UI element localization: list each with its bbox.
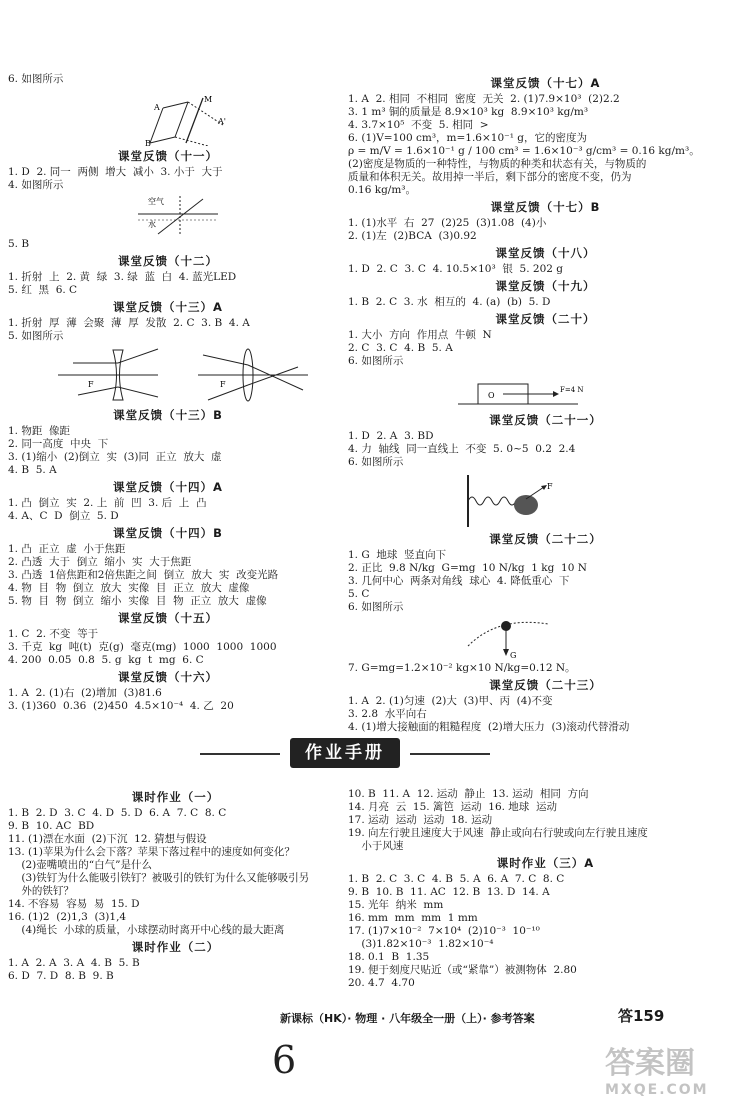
answer-line: (3)1.82×10⁻³ 1.82×10⁻⁴ [348,938,494,950]
divider [410,753,490,755]
svg-text:M: M [204,95,213,104]
answer-line: 9. B 10. B 11. AC 12. B 13. D 14. A [348,886,550,898]
answer-line: 4. (1)增大接触面的粗糙程度 (2)增大压力 (3)滚动代替滑动 [348,721,630,733]
answer-line: 1. B 2. C 3. 水 相互的 4. (a) (b) 5. D [348,296,551,308]
section-heading: 课堂反馈（十七）A [490,76,601,90]
page-number: 答159 [618,1007,665,1025]
answer-line: 0.16 kg/m³。 [348,184,417,196]
answer-line: 4. 物 目 物 倒立 放大 实像 目 正立 放大 虚像 [8,582,250,594]
section-heading: 课堂反馈（二十一） [489,413,602,427]
answer-line: 1. 折射 厚 薄 会聚 薄 厚 发散 2. C 3. B 4. A [8,317,250,329]
answer-line: 3. 1 m³ 铜的质量是 8.9×10³ kg 8.9×10³ kg/m³ [348,106,589,118]
answer-line: 1. (1)水平 右 27 (2)25 (3)1.08 (4)小 [348,217,547,229]
answer-line: 5. C [348,588,370,600]
answer-line: 2. 同一高度 中央 下 [8,438,109,450]
answer-line: 1. D 2. 同一 两侧 增大 减小 3. 小于 大于 [8,166,223,178]
refraction-figure [8,194,328,236]
answer-line: 1. A 2. (1)右 (2)增加 (3)81.6 [8,687,162,699]
answer-line: 1. C 2. 不变 等于 [8,628,99,640]
answer-line: 3. 千克 kg 吨(t) 克(g) 毫克(mg) 1000 1000 1000 [8,641,277,653]
answer-line: 18. 0.1 B 1.35 [348,951,430,963]
answer-line: 1. 物距 像距 [8,425,71,437]
answer-line: 7. G=mg=1.2×10⁻² kg×10 N/kg=0.12 N。 [348,662,576,674]
answer-line: 4. 200 0.05 0.8 5. g kg t mg 6. C [8,654,204,666]
homework-banner [200,738,490,770]
left-column [8,73,328,713]
section-heading: 课堂反馈（十八） [495,246,596,260]
answer-line: 5. 物 目 物 倒立 缩小 实像 目 物 正立 放大 虚像 [8,595,267,607]
answer-line: ρ = m/V = 1.6×10⁻¹ g / 100 cm³ = 1.6×10⁻³ g/cm³ = 0.16 kg/m³。 [348,145,700,157]
answer-line: 3. 凸透 1倍焦距和2倍焦距之间 倒立 放大 实 改变光路 [8,569,279,581]
answer-line: 3. 几何中心 两条对角线 球心 4. 降低重心 下 [348,575,570,587]
homework-left-column [8,787,343,983]
answer-line: 1. D 2. C 3. C 4. 10.5×10³ 银 5. 202 g [348,263,563,275]
handwritten-mark: 6 [272,1038,297,1082]
page-footer: 新课标（HK）· 物理 · 八年级全一册（上）· 参考答案 [280,1012,535,1025]
answer-line: (2)密度是物质的一种特性，与物质的种类和状态有关，与物质的 [348,158,647,170]
section-heading: 课堂反馈（十四）B [113,526,223,540]
answer-line: 20. 4.7 4.70 [348,977,415,989]
answer-line: 17. 运动 运动 运动 18. 运动 [348,814,493,826]
answer-line: 16. (1)2 (2)1,3 (3)1,4 [8,911,127,923]
answer-line: 1. 大小 方向 作用点 牛顿 N [348,329,492,341]
section-heading: 课堂反馈（十六） [118,670,218,684]
svg-text:A: A [154,103,160,112]
answer-line: 5. B [8,238,30,250]
answer-line: 9. B 10. AC BD [8,820,95,832]
answer-line: 13. (1)苹果为什么会下落？苹果下落过程中的速度如何变化？ [8,846,295,858]
banner-title: 作业手册 [290,738,400,768]
answer-line: (2)壶嘴喷出的“白气”是什么 [8,859,152,871]
answer-line: 1. G 地球 竖直向下 [348,549,447,561]
section-heading: 课堂反馈（十五） [118,611,218,625]
answer-line: 1. A 2. 相同 不相同 密度 无关 2. (1)7.9×10³ (2)2.2 [348,93,620,105]
watermark-title: 答案圈 [605,1046,695,1081]
force-arrow-label: F [547,482,553,491]
section-heading: 课堂反馈（十二） [118,254,218,268]
spring-figure [348,471,743,529]
section-heading: 课堂反馈（十三）B [113,408,223,422]
answer-line: 6. D 7. D 8. B 9. B [8,970,114,982]
section-heading: 课堂反馈（十九） [495,279,596,293]
answer-line: 3. (1)缩小 (2)倒立 实 (3)同 正立 放大 虚 [8,451,222,463]
answer-line: 4. 如图所示 [8,179,64,191]
svg-text:B: B [145,139,151,146]
watermark-url: MXQE.COM [605,1082,709,1098]
divider [200,753,280,755]
answer-line: 2. C 3. C 4. B 5. A [348,342,453,354]
air-label: 空气 [148,197,164,206]
answer-line: 11. (1)漂在水面 (2)下沉 12. 猜想与假设 [8,833,207,845]
answer-line: 5. 红 黑 6. C [8,284,78,296]
answer-line: 外的铁钉？ [8,885,74,897]
force-block-figure [348,370,743,410]
answer-line: 19. 向左行驶且速度大于风速 静止或向右行驶或向左行驶且速度 [348,827,648,839]
section-heading: 课时作业（一） [131,790,220,804]
focus-label: F [88,380,94,389]
answer-line: 1. D 2. A 3. BD [348,430,434,442]
answer-line: 10. B 11. A 12. 运动 静止 13. 运动 相同 方向 [348,788,589,800]
answer-line: 1. A 2. A 3. A 4. B 5. B [8,957,140,969]
answer-line: 4. B 5. A [8,464,57,476]
gravity-label: G [510,651,517,660]
answer-line: 3. (1)360 0.36 (2)450 4.5×10⁻⁴ 4. 乙 20 [8,700,234,712]
answer-line: 2. (1)左 (2)BCA (3)0.92 [348,230,477,242]
section-heading: 课堂反馈（二十二） [489,532,602,546]
origin-label: O [488,391,495,400]
section-heading: 课堂反馈（十四）A [113,480,223,494]
section-heading: 课堂反馈（十一） [118,149,218,163]
answer-line: 6. 如图所示 [348,456,404,468]
homework-right-column [348,788,743,990]
section-heading: 课时作业（二） [131,940,220,954]
answer-line: 14. 月亮 云 15. 篱笆 运动 16. 地球 运动 [348,801,557,813]
answer-line: 14. 不容易 容易 易 15. D [8,898,140,910]
answer-line: 5. 如图所示 [8,330,64,342]
right-column [348,73,743,734]
section-heading: 课堂反馈（二十） [495,312,596,326]
section-heading: 课堂反馈（二十三） [489,678,602,692]
answer-line: 1. 折射 上 2. 黄 绿 3. 绿 蓝 白 4. 蓝光LED [8,271,237,283]
answer-line: 4. A、C D 倒立 5. D [8,510,119,522]
answer-line: 2. 正比 9.8 N/kg G=mg 10 N/kg 1 kg 10 N [348,562,587,574]
section-heading: 课堂反馈（十三）A [113,300,223,314]
answer-line: 2. 凸透 大于 倒立 缩小 实 大于焦距 [8,556,192,568]
section-heading: 课堂反馈（十七）B [490,200,601,214]
answer-line: 19. 便于刻度尺贴近（或“紧靠”）被测物体 2.80 [348,964,577,976]
answer-line: (3)铁钉为什么能吸引铁钉？被吸引的铁钉为什么又能够吸引另 [8,872,310,884]
answer-line: 1. B 2. C 3. C 4. B 5. A 6. A 7. C 8. C [348,873,565,885]
answer-line: 小于风速 [348,840,404,852]
answer-line: 15. 光年 纳米 mm [348,899,444,911]
gravity-figure [348,616,743,660]
answer-line: 4. 3.7×10⁵ 不变 5. 相同 > [348,119,489,131]
answer-line: 1. B 2. D 3. C 4. D 5. D 6. A 7. C 8. C [8,807,227,819]
answer-line: 1. A 2. (1)匀速 (2)大 (3)甲、丙 (4)不变 [348,695,553,707]
focus-label: F [220,380,226,389]
answer-line: 6. 如图所示 [348,601,404,613]
answer-line: 17. (1)7×10⁻² 7×10⁴ (2)10⁻³ 10⁻¹⁰ [348,925,540,937]
answer-line: (4)绳长 小球的质量，小球摆动时离开中心线的最大距离 [8,924,285,936]
section-heading: 课时作业（三）A [496,856,595,870]
answer-line: 1. 凸 倒立 实 2. 上 前 凹 3. 后 上 凸 [8,497,207,509]
answer-line: 6. 如图所示 [8,73,64,85]
answer-line: 6. 如图所示 [348,355,404,367]
answer-line: 6. (1)V=100 cm³，m=1.6×10⁻¹ g，它的密度为 [348,132,587,144]
water-label: 水 [148,220,156,229]
force-label: F=4 N [560,386,584,394]
answer-line: 3. 2.8 水平向右 [348,708,427,720]
svg-text:A': A' [218,117,226,126]
answer-line: 1. 凸 正立 虚 小于焦距 [8,543,126,555]
answer-line: 16. mm mm mm 1 mm [348,912,478,924]
reflection-figure [8,88,328,146]
lens-figure [8,345,328,405]
answer-line: 4. 力 轴线 同一直线上 不变 5. 0~5 0.2 2.4 [348,443,576,455]
watermark-logo [605,1038,745,1098]
answer-line: 质量和体积无关。故用掉一半后，剩下部分的密度不变，仍为 [348,171,632,183]
